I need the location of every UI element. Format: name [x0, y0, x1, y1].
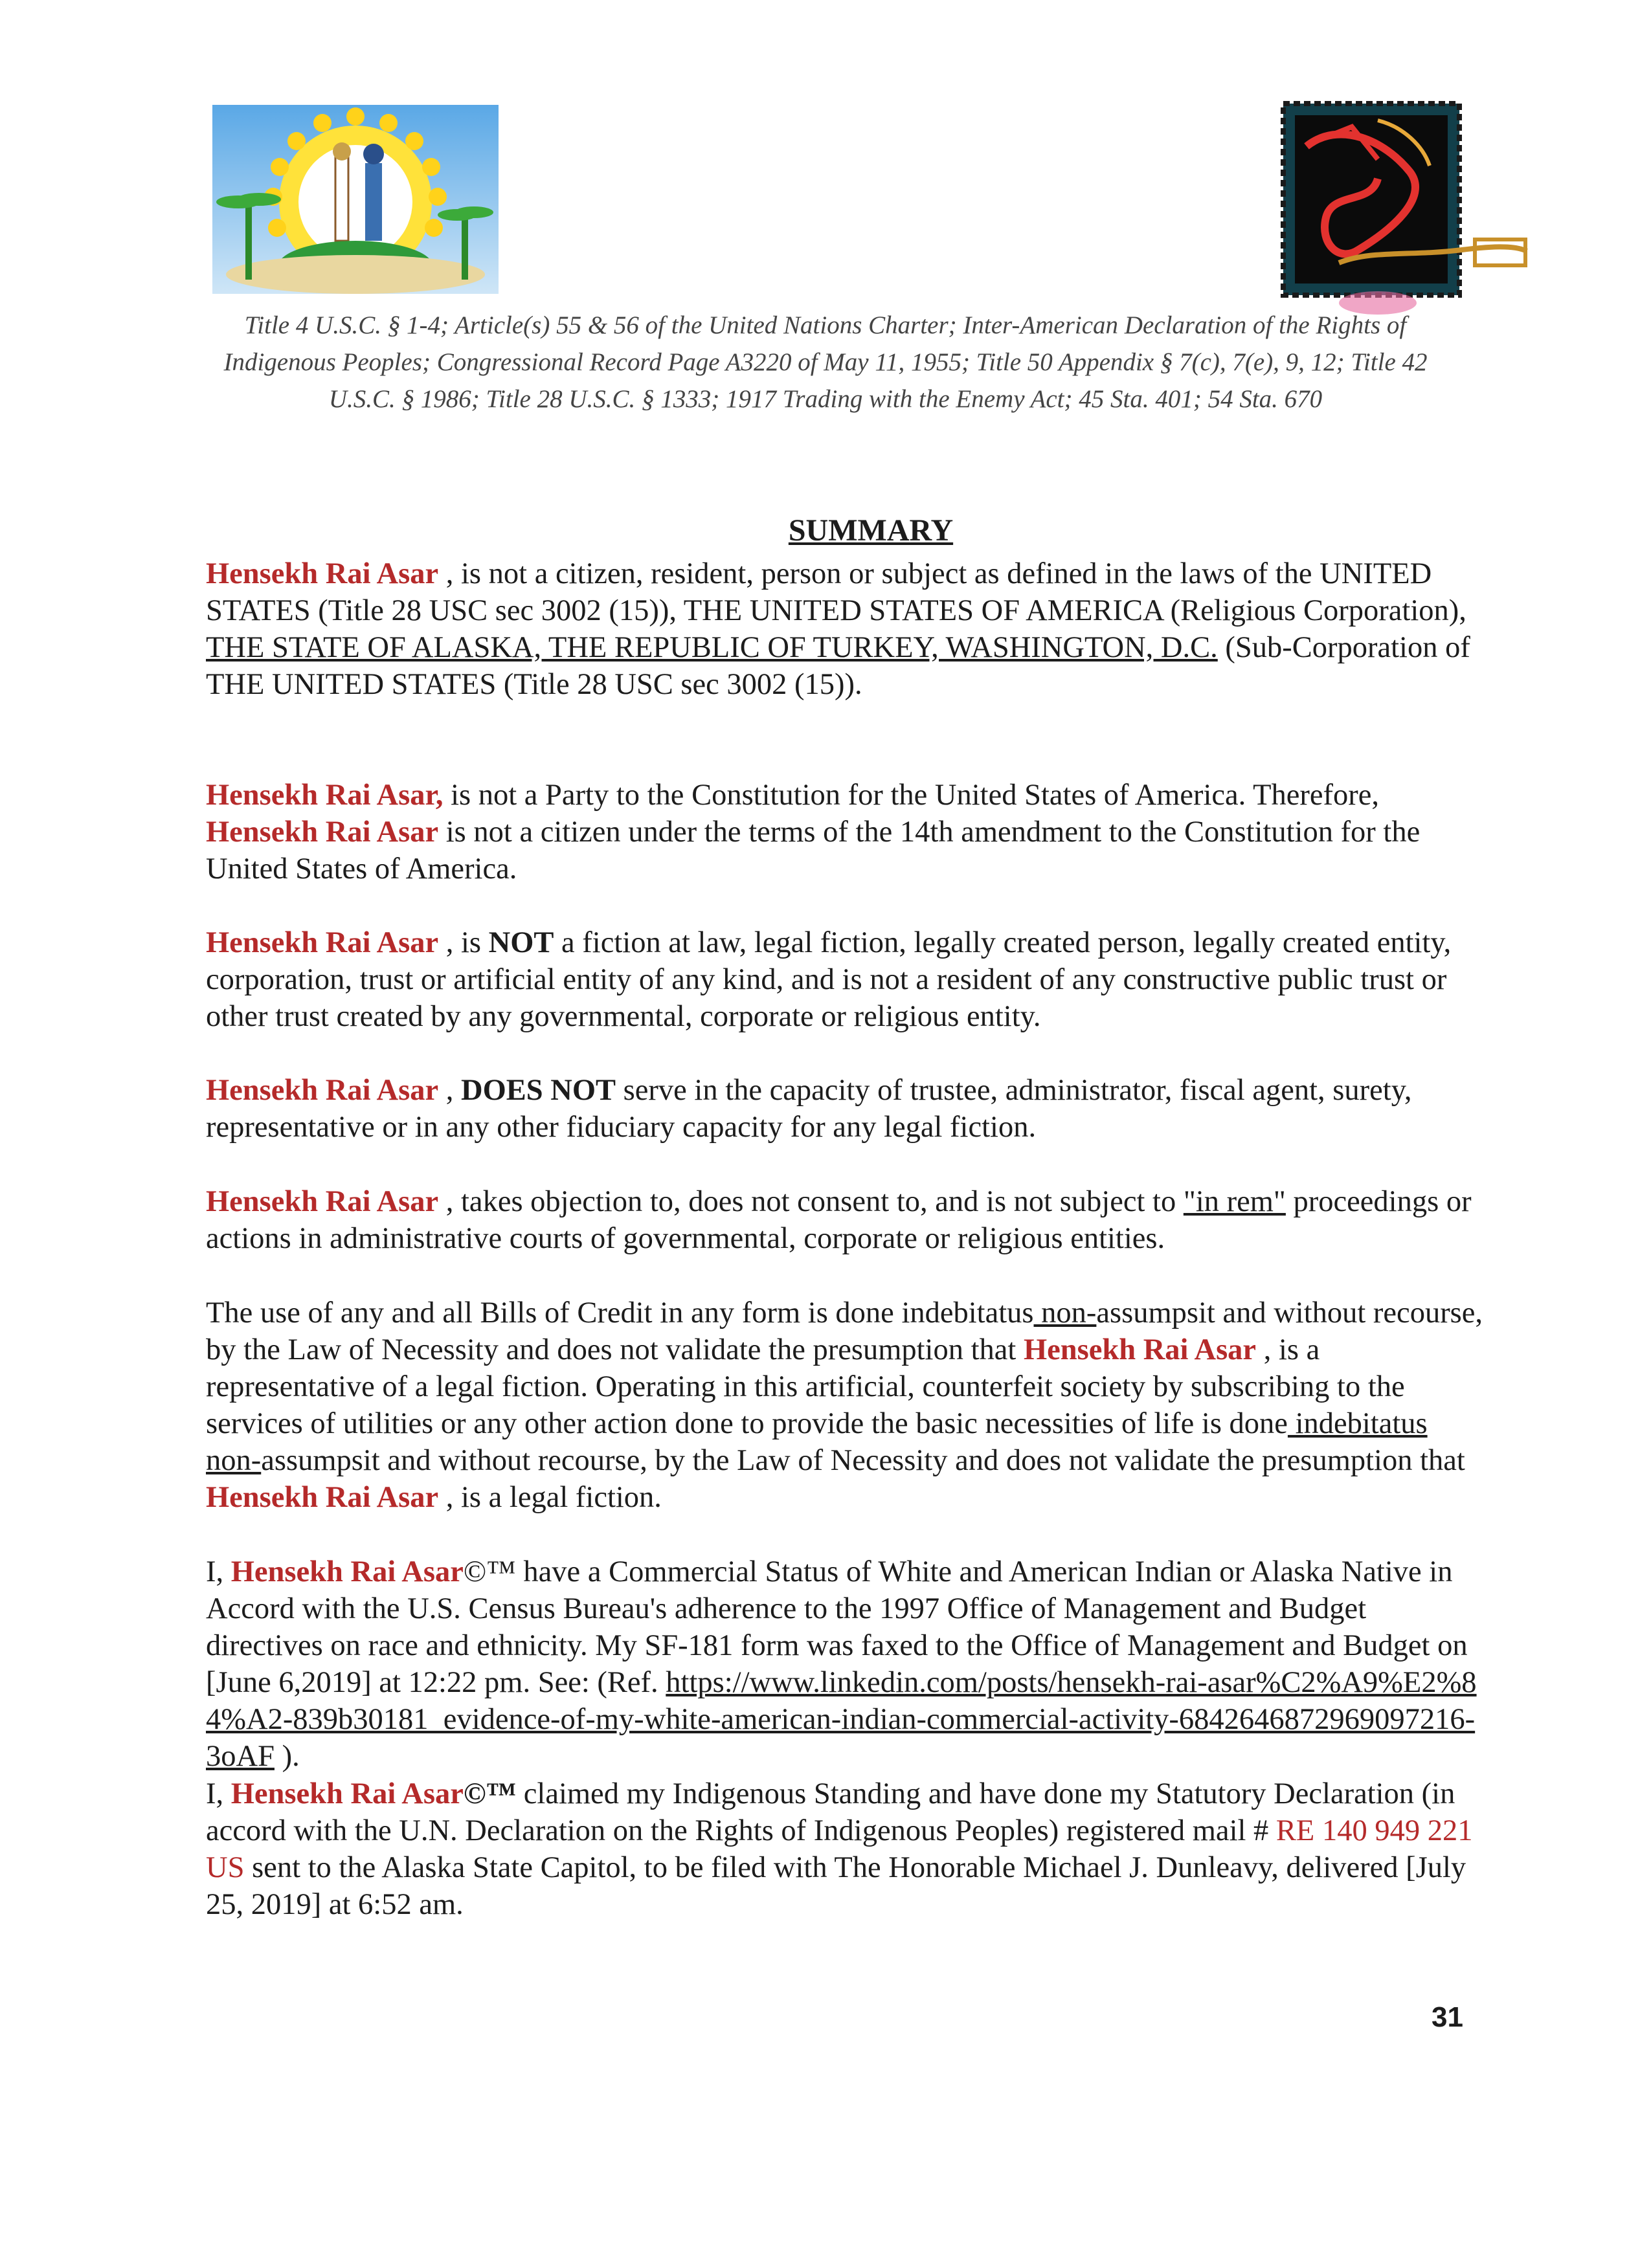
registered-mail-number: RE 140 949 221 US	[206, 1814, 1473, 1884]
postage-stamp-icon	[1281, 101, 1533, 318]
legal-citation: Title 4 U.S.C. § 1-4; Article(s) 55 & 56 of the United Nations Charter; Inter-American Declaration of the Rights of Indigenous Peoples; Congressional Record Page A3220 of May 11, 1955; Title 50 Appendix § 7(c), 7(e), 9, 12; Title 42 U.S.C. § 1986; Title 28 U.S.C. § 1333; 1917 Trading with the Enemy Act; 45 Sta. 401; 54 Sta. 670	[223, 311, 1428, 413]
name: Hensekh Rai Asar	[1023, 1333, 1257, 1366]
paragraph-2: Hensekh Rai Asar, is not a Party to the Constitution for the United States of America. Therefore, Hensekh Rai Asar is not a citizen under the terms of the 14th amendment to the Constitution for the United States of America.	[206, 779, 1421, 885]
name: Hensekh Rai Asar	[206, 1074, 439, 1107]
paragraph-8: I, Hensekh Rai Asar©™ claimed my Indigenous Standing and have done my Statutory Declaration (in accord with the U.N. Declaration on the Rights of Indigenous Peoples) registered mail # RE 140 949 221 US sent to the Alaska State Capitol, to be filed with The Honorable Michael J. Dunleavy, delivered [July 25, 2019] at 6:52 am.	[206, 1777, 1473, 1921]
paragraph-6: The use of any and all Bills of Credit in any form is done indebitatus non-assumpsit and without recourse, by the Law of Necessity and does not validate the presumption that Hensekh Rai Asar , is a representative of a legal fiction. Operating in this artificial, counterfeit society by subscribing to the services of utilities or any other action done to provide the basic necessities of life is done indebitatus non-assumpsit and without recourse, by the Law of Necessity and does not validate the presumption that Hensekh Rai Asar , is a legal fiction.	[206, 1296, 1483, 1514]
name: Hensekh Rai Asar	[230, 1777, 464, 1810]
name: Hensekh Rai Asar	[230, 1555, 464, 1588]
paragraph-5: Hensekh Rai Asar , takes objection to, does not consent to, and is not subject to "in rem" proceedings or actions in administrative courts of governmental, corporate or religious entities.	[206, 1185, 1472, 1255]
page-title: SUMMARY	[788, 513, 954, 548]
flag-logo-icon	[212, 105, 499, 294]
paragraph-7: I, Hensekh Rai Asar©™ have a Commercial Status of White and American Indian or Alaska Native in Accord with the U.S. Census Bureau's adherence to the 1997 Office of Management and Budget directives on race and ethnicity. My SF-181 form was faxed to the Office of Management and Budget on [June 6,2019] at 12:22 pm. See: (Ref. https://www.linkedin.com/posts/hensekh-rai-asar%C2%A9%E2%84%A2-839b30181_evidence-of-my-white-american-indian-commercial-activity-6842646872969097216-3oAF ).	[206, 1555, 1477, 1773]
name: Hensekh Rai Asar	[206, 926, 439, 959]
paragraph-1: Hensekh Rai Asar , is not a citizen, resident, person or subject as defined in the laws of the UNITED STATES (Title 28 USC sec 3002 (15)), THE UNITED STATES OF AMERICA (Religious Corporation), THE STATE OF ALASKA, THE REPUBLIC OF TURKEY, WASHINGTON, D.C. (Sub-Corporation of THE UNITED STATES (Title 28 USC sec 3002 (15)).	[206, 557, 1470, 701]
name: Hensekh Rai Asar	[206, 1481, 439, 1514]
name: Hensekh Rai Asar,	[206, 779, 444, 812]
underlined-jurisdictions: THE STATE OF ALASKA, THE REPUBLIC OF TURKEY, WASHINGTON, D.C.	[206, 631, 1218, 664]
paragraph-3: Hensekh Rai Asar , is NOT a fiction at law, legal fiction, legally created person, legally created entity, corporation, trust or artificial entity of any kind, and is not a resident of any constructive public trust or other trust created by any governmental, corporate or religious entity.	[206, 926, 1452, 1033]
linkedin-reference-link[interactable]: https://www.linkedin.com/posts/hensekh-rai-asar%C2%A9%E2%84%A2-839b30181_evidence-of-my-white-american-indian-commercial-activity-6842646872969097216-3oAF	[206, 1666, 1477, 1773]
paragraph-4: Hensekh Rai Asar , DOES NOT serve in the capacity of trustee, administrator, fiscal agent, surety, representative or in any other fiduciary capacity for any legal fiction.	[206, 1074, 1412, 1144]
name: Hensekh Rai Asar	[206, 1185, 439, 1218]
page-number: 31	[1432, 2001, 1463, 2033]
name: Hensekh Rai Asar	[206, 816, 439, 849]
name: Hensekh Rai Asar	[206, 557, 439, 590]
